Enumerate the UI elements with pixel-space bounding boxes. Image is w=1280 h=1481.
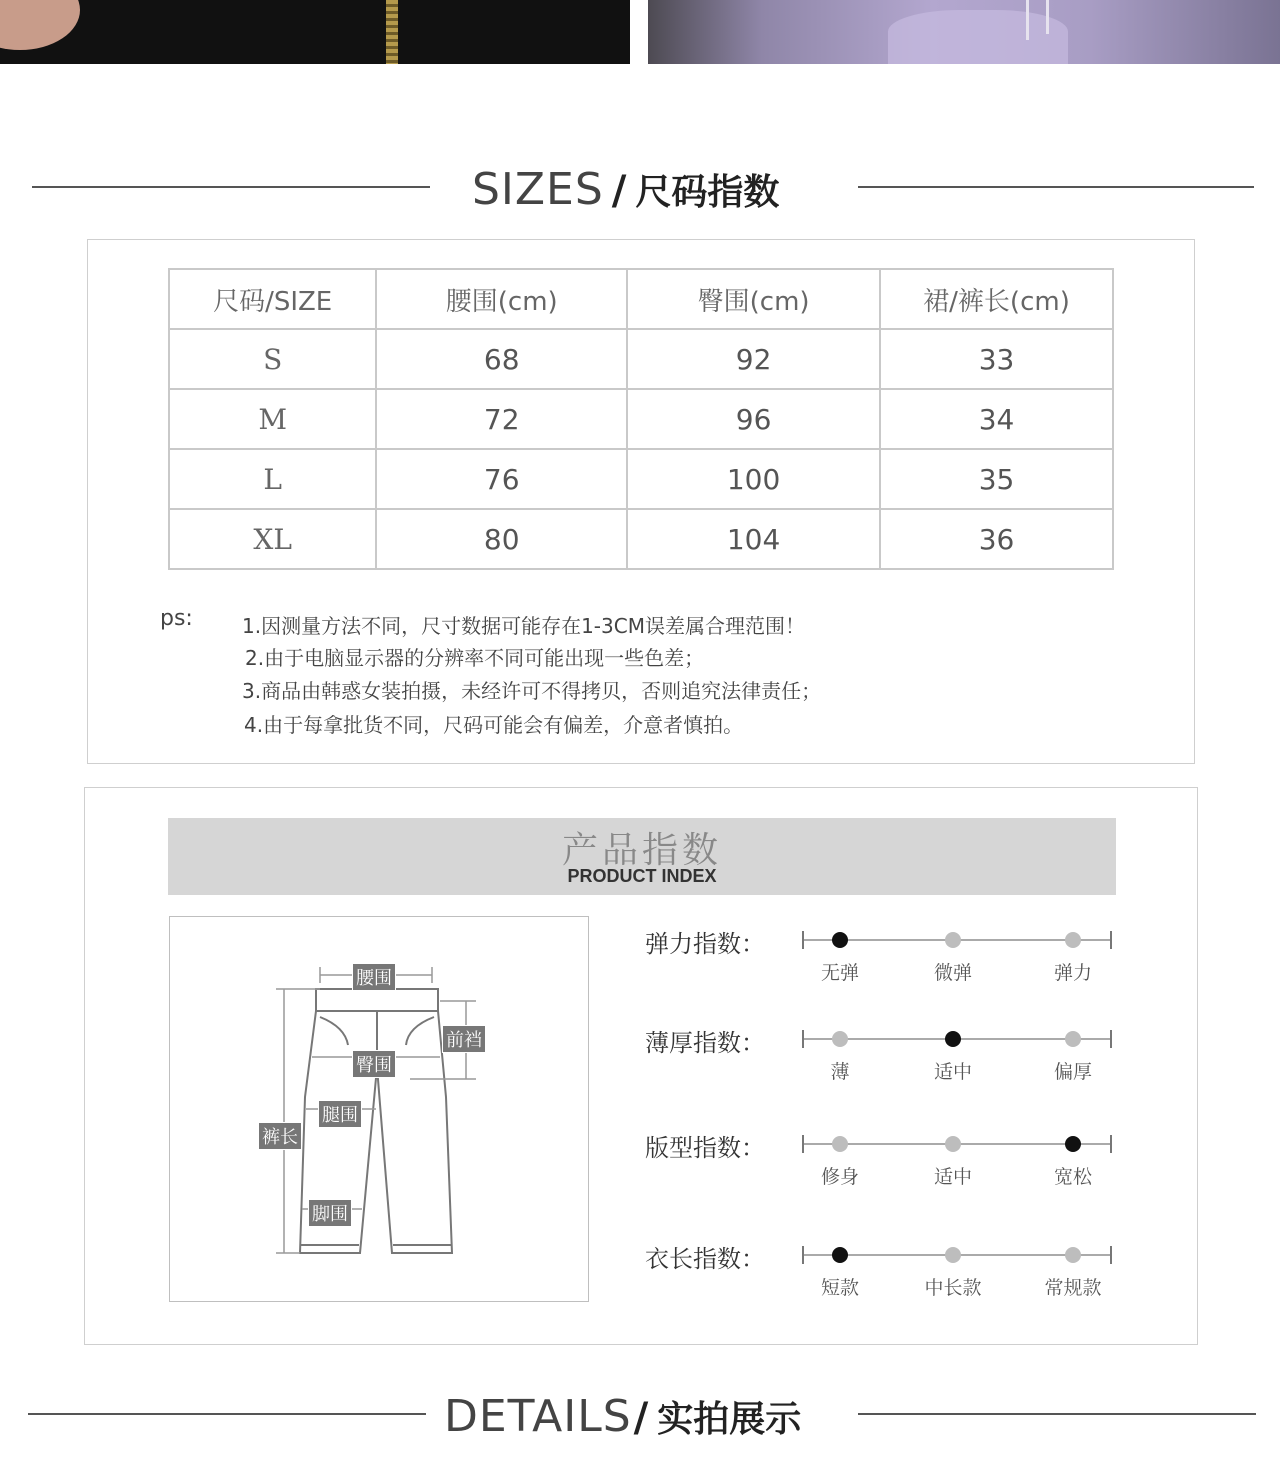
column-header: 裙/裤长(cm) — [880, 269, 1113, 329]
index-option-label: 宽松 — [1053, 1166, 1092, 1188]
details-heading — [444, 1391, 801, 1442]
index-marker-selected — [832, 1247, 848, 1263]
product-index-title-en: PRODUCT INDEX — [567, 866, 717, 886]
size-cell: L — [169, 449, 376, 509]
index-marker — [832, 1031, 848, 1047]
pants-measurement-diagram — [169, 916, 589, 1302]
index-label: 版型指数： — [645, 1134, 765, 1162]
diagram-label-hem: 脚围 — [308, 1199, 352, 1227]
size-cell: S — [169, 329, 376, 389]
hip-cell: 92 — [627, 329, 880, 389]
size-table — [168, 268, 1114, 570]
index-option-label: 偏厚 — [1053, 1061, 1092, 1083]
column-header: 腰围(cm) — [376, 269, 627, 329]
index-marker — [945, 1136, 961, 1152]
table-row — [169, 389, 1113, 449]
index-track-end — [1110, 1135, 1112, 1153]
sizes-heading-sep: / — [611, 168, 628, 214]
diagram-label-waist: 腰围 — [352, 963, 396, 991]
index-track-end — [802, 1135, 804, 1153]
table-row — [169, 449, 1113, 509]
length-cell: 36 — [880, 509, 1113, 569]
index-track-end — [802, 931, 804, 949]
index-marker — [1065, 1247, 1081, 1263]
index-option-label: 常规款 — [1044, 1277, 1102, 1299]
index-marker — [945, 932, 961, 948]
index-track-end — [1110, 931, 1112, 949]
index-option-label: 无弹 — [820, 962, 859, 984]
index-marker-selected — [832, 932, 848, 948]
index-track-end — [1110, 1246, 1112, 1264]
size-cell: M — [169, 389, 376, 449]
index-option-label: 短款 — [820, 1277, 859, 1299]
product-photo-right — [648, 0, 1280, 64]
index-track-end — [802, 1030, 804, 1048]
length-cell: 34 — [880, 389, 1113, 449]
index-marker — [945, 1247, 961, 1263]
hip-cell: 104 — [627, 509, 880, 569]
diagram-label-hip: 臀围 — [352, 1050, 396, 1078]
product-photo-left — [0, 0, 630, 64]
index-marker — [1065, 1031, 1081, 1047]
column-header: 臀围(cm) — [627, 269, 880, 329]
details-heading-sep: / — [633, 1395, 650, 1441]
heading-rule-left — [28, 1413, 426, 1415]
table-header-row — [169, 269, 1113, 329]
index-option-label: 适中 — [933, 1061, 972, 1083]
index-track-end — [802, 1246, 804, 1264]
note-item: 1.因测量方法不同，尺寸数据可能存在1-3CM误差属合理范围！ — [242, 614, 805, 638]
details-heading-cn: 实拍展示 — [657, 1399, 802, 1440]
heading-rule-left — [32, 186, 430, 188]
index-option-label: 微弹 — [933, 962, 972, 984]
table-row — [169, 329, 1113, 389]
index-marker-selected — [945, 1031, 961, 1047]
waist-cell: 68 — [376, 329, 627, 389]
size-cell: XL — [169, 509, 376, 569]
sizes-heading-cn: 尺码指数 — [635, 172, 780, 213]
product-index-title-cn: 产品指数 — [561, 830, 722, 871]
index-marker — [832, 1136, 848, 1152]
index-marker-selected — [1065, 1136, 1081, 1152]
note-item: 4.由于每拿批货不同，尺码可能会有偏差，介意者慎拍。 — [244, 713, 744, 737]
hip-cell: 96 — [627, 389, 880, 449]
index-option-label: 薄 — [830, 1061, 850, 1083]
index-option-label: 修身 — [820, 1166, 859, 1188]
index-label: 衣长指数： — [645, 1245, 765, 1273]
sizes-heading-en: SIZES — [472, 164, 604, 215]
index-label: 薄厚指数： — [645, 1029, 765, 1057]
details-heading-en: DETAILS — [444, 1391, 632, 1442]
waist-cell: 72 — [376, 389, 627, 449]
diagram-label-length: 裤长 — [258, 1122, 302, 1150]
note-item: 3.商品由韩惑女装拍摄，未经许可不得拷贝，否则追究法律责任； — [242, 679, 822, 703]
column-header: 尺码/SIZE — [169, 269, 376, 329]
index-label: 弹力指数： — [645, 930, 765, 958]
product-index-banner — [168, 818, 1116, 895]
note-item: 2.由于电脑显示器的分辨率不同可能出现一些色差； — [245, 646, 705, 670]
diagram-label-front-rise: 前裆 — [442, 1025, 486, 1053]
index-option-label: 适中 — [933, 1166, 972, 1188]
index-option-label: 中长款 — [924, 1277, 982, 1299]
diagram-label-thigh: 腿围 — [318, 1100, 362, 1128]
waist-cell: 76 — [376, 449, 627, 509]
notes-prefix: ps: — [160, 606, 193, 631]
sizes-heading — [472, 164, 779, 215]
table-row — [169, 509, 1113, 569]
index-option-label: 弹力 — [1053, 962, 1092, 984]
index-marker — [1065, 932, 1081, 948]
hip-cell: 100 — [627, 449, 880, 509]
heading-rule-right — [858, 186, 1254, 188]
length-cell: 33 — [880, 329, 1113, 389]
index-track-end — [1110, 1030, 1112, 1048]
length-cell: 35 — [880, 449, 1113, 509]
waist-cell: 80 — [376, 509, 627, 569]
heading-rule-right — [858, 1413, 1256, 1415]
